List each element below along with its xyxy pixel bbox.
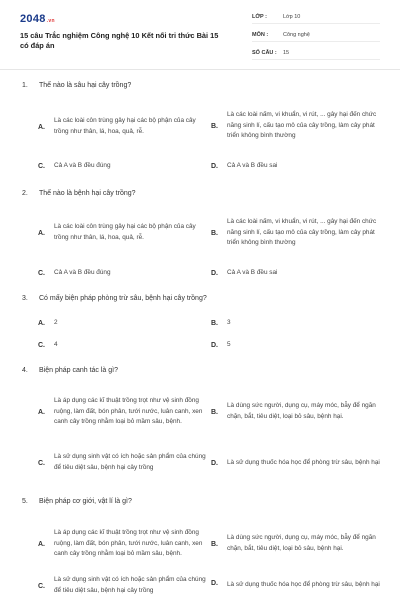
answer-option-d[interactable]: D. 5 [211,340,231,349]
meta-label: MÔN : [252,32,269,38]
meta-question-count [252,47,380,60]
site-logo[interactable]: 2048.vn [20,13,55,25]
answer-option-a[interactable]: A. Là áp dụng các kĩ thuật trồng trọt như vệ sinh đồng ruộng, làm đất, bón phân, tưới nước, luân canh, xen canh cây trồng nhằm loại bỏ mầm sâu, bệnh. [38,529,203,558]
question-text: 3. Có mấy biện pháp phòng trừ sâu, bệnh hại cây trồng? [22,295,207,302]
answer-option-d[interactable]: D. Là sử dụng thuốc hóa học để phòng trừ sâu, bệnh hại [211,580,380,588]
question-text: 5. Biện pháp cơ giới, vật lí là gì? [22,498,132,505]
answer-option-b[interactable]: B. Là các loài nấm, vi khuẩn, vi rút, ... gây hại đến chức năng sinh lí, cấu tạo mô của cây trồng, làm cây phát triển không bình thường [211,111,377,140]
meta-subject [252,29,380,42]
meta-value: Lớp 10 [283,14,301,20]
answer-option-b[interactable]: B. Là dùng sức người, dụng cụ, máy móc, bẫy để ngăn chặn, bắt, tiêu diệt, loại bỏ sâu, bệnh hại. [211,402,376,420]
meta-value: Công nghệ [283,32,310,38]
answer-option-a[interactable]: A. Là áp dụng các kĩ thuật trồng trọt như vệ sinh đồng ruộng, làm đất, bón phân, tưới nước, luân canh, xen canh cây trồng nhằm loại bỏ mầm sâu, bệnh. [38,397,203,426]
meta-label: LỚP : [252,14,267,20]
answer-option-b[interactable]: B. Là các loài nấm, vi khuẩn, vi rút, ... gây hại đến chức năng sinh lí, cấu tạo mô của cây trồng, làm cây phát triển không bình thường [211,218,377,247]
question-text: 1. Thế nào là sâu hại cây trồng? [22,82,132,89]
answer-option-b[interactable]: B. 3 [211,318,231,327]
answer-option-c[interactable]: C. Là sử dụng sinh vật có ích hoặc sản phẩm của chúng để tiêu diệt sâu, bệnh hại cây trồng [38,453,206,471]
meta-grade [252,11,380,24]
answer-option-c[interactable]: C. Cả A và B đều đúng [38,161,111,170]
answer-option-a[interactable]: A. Là các loài côn trùng gây hại các bộ phận của cây trồng như thân, lá, hoa, quả, rễ. [38,223,196,241]
answer-option-c[interactable]: C. Cả A và B đều đúng [38,268,111,277]
meta-label: SỐ CÂU : [252,50,277,56]
answer-option-c[interactable]: C. Là sử dụng sinh vật có ích hoặc sản phẩm của chúng để tiêu diệt sâu, bệnh hại cây trồng [38,576,206,594]
answer-option-b[interactable]: B. Là dùng sức người, dụng cụ, máy móc, bẫy để ngăn chặn, bắt, tiêu diệt, loại bỏ sâu, bệnh hại. [211,534,376,552]
meta-value: 15 [283,50,290,56]
page-title: 15 câu Trắc nghiệm Công nghệ 10 Kết nối tri thức Bài 15 có đáp án [20,31,219,50]
answer-option-d[interactable]: D. Cả A và B đều sai [211,161,278,170]
answer-option-a[interactable]: A. 2 [38,318,58,327]
answer-option-d[interactable]: D. Là sử dụng thuốc hóa học để phòng trừ sâu, bệnh hại [211,458,380,467]
question-text: 2. Thế nào là bệnh hại cây trồng? [22,190,136,197]
answer-option-a[interactable]: A. Là các loài côn trùng gây hại các bộ phận của cây trồng như thân, lá, hoa, quả, rễ. [38,117,196,135]
answer-option-c[interactable]: C. 4 [38,340,58,349]
quiz-meta [252,11,380,65]
answer-option-d[interactable]: D. Cả A và B đều sai [211,268,278,277]
page-header [0,0,400,70]
question-text: 4. Biện pháp canh tác là gì? [22,367,119,374]
